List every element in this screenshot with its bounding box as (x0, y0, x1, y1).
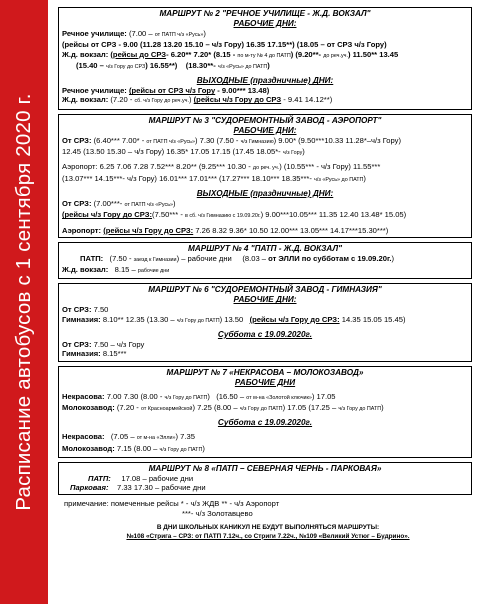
route-4-box (58, 242, 472, 280)
route-6-box (58, 283, 472, 361)
schedule-sheet (58, 7, 472, 541)
route-3-work-title: РАБОЧИЕ ДНИ: (233, 125, 297, 135)
route-6-line-1: От СРЗ: 7.50 (62, 305, 109, 315)
route-2-line-6: Ж.д. вокзал: (7.20 - сб. ч/з Гору до реч.уч.) (рейсы ч/з Гору до СРЗ - 9.41 14.12**) (62, 95, 333, 105)
route-2-line-1: Речное училище: (7.00 – от ПАТП ч/з «Русь») (62, 29, 206, 38)
route-7-line-4: Молокозавод: 7.15 (8.00 – ч/з Гору до ПАТП) (62, 443, 205, 453)
route-8-box (58, 462, 472, 496)
route-4-line-1: ПАТП: (7.50 - заезд к Гимназии) – рабочие дни (8.03 – от ЭЛЛИ по субботам с 19.09.20г.) (80, 253, 394, 263)
sidebar-title: Расписание автобусов с 1 сентября 2020 г. (12, 93, 35, 511)
route-7-box (58, 366, 472, 458)
route-6-title: МАРШРУТ № 6 "СУДОРЕМОНТНЫЙ ЗАВОД - ГИМНАЗИЯ" (148, 285, 382, 295)
route-4-title: МАРШРУТ № 4 "ПАТП - Ж.Д. ВОКЗАЛ" (188, 243, 342, 253)
route-2-work-title: РАБОЧИЕ ДНИ: (233, 19, 297, 28)
route-3-line-6: (рейсы ч/з Гору до СРЗ:(7.50*** - в сб. ч/з Гимназию с 19.09.20г.) 9.00***10.05*** 11.35 12.40 13.48* 15.05) (62, 210, 407, 220)
route-3-line-2: 12.45 (13.50 15.30 – ч/з Гору) 16.35* 17.05 17.15 (17.45 18.05*- ч/з Гору) (62, 147, 305, 157)
route-3-weekend-title: ВЫХОДНЫЕ (праздничные) ДНИ: (196, 188, 334, 198)
route-2-title: МАРШРУТ № 2 "РЕЧНОЕ УЧИЛИЩЕ - Ж.Д. ВОКЗАЛ" (159, 9, 371, 18)
route-8-line-2: Парковая: 7.33 17.30 – рабочие дни (70, 483, 206, 493)
sidebar-band (0, 0, 48, 604)
route-2-line-4: (15.40 – ч/з Гору до СРЗ) 16.55**) (18.30**- ч/з «Русь» до ПАТП) (76, 60, 270, 70)
route-6-line-4: Гимназия: 8.15*** (62, 349, 127, 359)
route-3-line-7: Аэропорт: (рейсы ч/з Гору до СРЗ: 7.26 8.32 9.36* 10.50 12.00*** 13.05*** 14.17***15.30***) (62, 225, 389, 235)
route-7-line-1: Некрасова: 7.00 7.30 (8.00 - ч/з Гору до ПАТП) (16.50 – от м-на «Золотой ключик») 17.05 (62, 391, 336, 401)
route-3-title: МАРШРУТ № 3 "СУДОРЕМОНТНЫЙ ЗАВОД - АЭРОПОРТ" (148, 115, 382, 125)
route-3-line-4: (13.07*** 14.15***- ч/з Гору) 16.01*** 17.01*** (17.27*** 18.10*** 18.35***- ч/з «Русь» до ПАТП) (62, 173, 366, 183)
footer (58, 499, 472, 540)
route-6-line-3: От СРЗ: 7.50 – ч/з Гору (62, 340, 145, 350)
route-7-line-2: Молокозавод: (7.20 - от Красноармейской) 7.25 (8.00 – ч/з Гору до ПАТП) 17.05 (17.25 – ч/з Гору до ПАТП) (62, 402, 384, 412)
holiday-routes: №108 «Стрига – СРЗ: от ПАТП 7.12ч., со Стриги 7.22ч., №109 «Великий Устюг – Будрино». (126, 532, 410, 540)
holiday-notice: В ДНИ ШКОЛЬНЫХ КАНИКУЛ НЕ БУДУТ ВЫПОЛНЯТЬСЯ МАРШРУТЫ: (156, 523, 380, 531)
route-2-weekend-title: ВЫХОДНЫЕ (праздничные) ДНИ: (196, 76, 334, 86)
route-7-saturday-title: Суббота с 19.09.2020г. (217, 418, 313, 428)
route-6-saturday-title: Суббота с 19.09.2020г. (217, 330, 313, 340)
route-2-line-5: Речное училище: (рейсы от СРЗ ч/з Гору - 9.00*** 13.48) (62, 86, 270, 96)
footer-note-2: ***- ч/з Золотавцево (182, 509, 253, 519)
route-8-line-1: ПАТП: 17.08 – рабочие дни (88, 473, 194, 483)
route-6-line-2: Гимназия: 8.10** 12.35 (13.30 – ч/з Гору до ПАТП) 13.50 (рейсы ч/з Гору до СРЗ: 14.35 15.05 15.45) (62, 314, 406, 324)
route-6-work-title: РАБОЧИЕ ДНИ: (233, 295, 297, 305)
route-7-work-title: РАБОЧИЕ ДНИ (234, 377, 296, 387)
route-7-line-3: Некрасова: (7.05 – от м-на «Элли») 7.35 (62, 432, 195, 442)
footer-note: примечание: помеченные рейсы * - ч/з ЖДВ ** - ч/з Аэропорт (64, 499, 280, 509)
route-7-title: МАРШРУТ № 7 «НЕКРАСОВА – МОЛОКОЗАВОД» (166, 367, 364, 377)
route-4-line-2: Ж.д. вокзал: 8.15 – рабочие дни (62, 265, 170, 275)
route-2-line-3: Ж.д. вокзал: (рейсы до СРЗ- 6.20** 7.20* (8.15 - по м-ту № 4 до ПАТП) (9.20**- до реч.уч.) 11.50** 13.45 (62, 49, 399, 59)
route-3-line-5: От СРЗ: (7.00***- от ПАТП ч/з «Русь») (62, 198, 176, 208)
route-8-title: МАРШРУТ № 8 «ПАТП – СЕВЕРНАЯ ЧЕРНЬ - ПАРКОВАЯ» (148, 463, 382, 473)
route-2-line-2: (рейсы от СРЗ - 9.00 (11.28 13.20 15.10 – ч/з Гору) 16.35 17.15**) (18.05 – от СРЗ ч/з Гору) (62, 40, 387, 50)
route-3-box (58, 114, 472, 238)
route-3-line-3: Аэропорт: 6.25 7.06 7.28 7.52*** 8.20** (9.25*** 10.30 - до реч. уч.) (10.55*** - ч/з Гору) 11.55*** (62, 162, 381, 172)
route-2-box (58, 7, 472, 110)
route-3-line-1: От СРЗ: (6.40*** 7.00* - от ПАТП ч/з «Русь») 7.30 (7.50 - ч/з Гимназию) 9.00* (9.50***10.33 11.28*–ч/з Гору) (62, 135, 401, 145)
